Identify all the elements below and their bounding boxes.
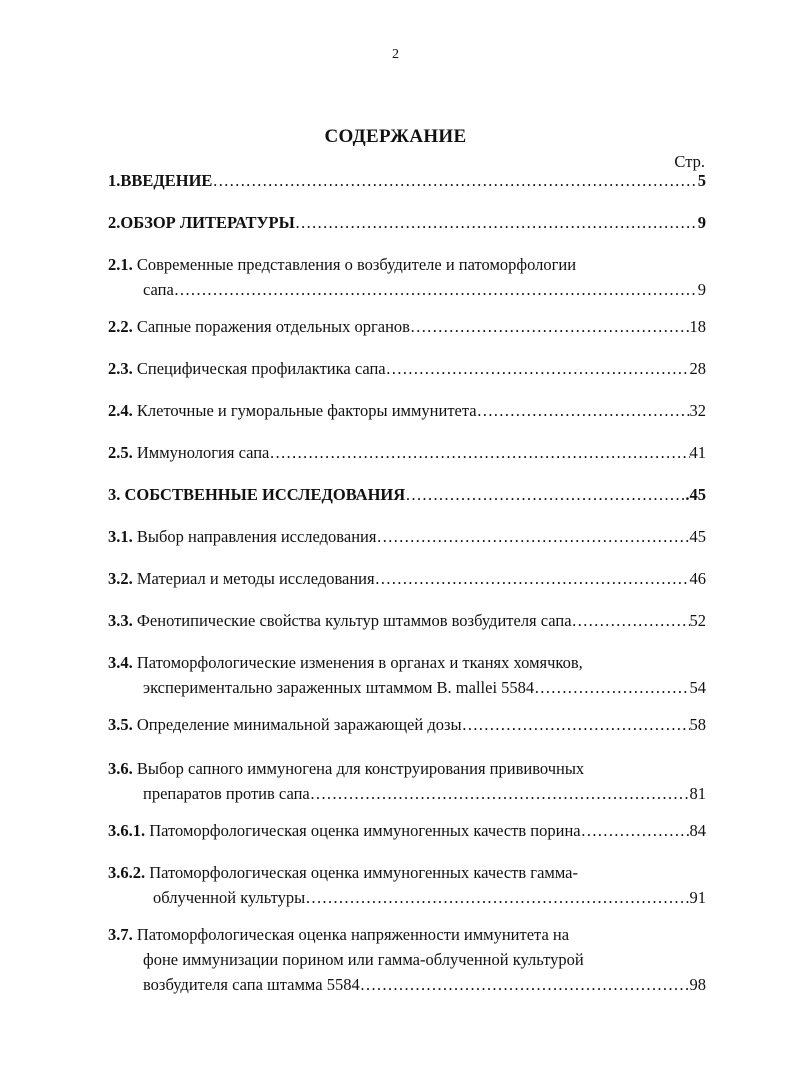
toc-entry-3-6[interactable] — [108, 756, 706, 806]
toc-entry-number: 3.5. — [108, 715, 133, 734]
toc-leader-dots — [360, 972, 690, 997]
toc-entry-page: 58 — [689, 715, 706, 734]
toc-entry-page: 18 — [689, 317, 706, 336]
toc-entry-title: Сапные поражения отдельных органов — [136, 317, 410, 336]
toc-entry-number: 2.3. — [108, 359, 133, 378]
toc-entry-title: Клеточные и гуморальные факторы иммунитета — [136, 401, 477, 420]
toc-leader-dots — [376, 524, 689, 549]
toc-entry-page: 54 — [689, 678, 706, 697]
toc-entry-3-2[interactable] — [108, 566, 706, 591]
toc-entry-page: 46 — [689, 569, 706, 588]
toc-entry-title: 2.ОБЗОР ЛИТЕРАТУРЫ — [108, 213, 295, 232]
toc-entry-title-cont: экспериментально зараженных штаммом B. mallei 5584 — [143, 678, 535, 697]
toc-leader-dots — [375, 566, 690, 591]
toc-entry-2-2[interactable] — [108, 314, 706, 339]
toc-leader-dots — [305, 885, 689, 910]
toc-entry-page: .45 — [685, 485, 706, 504]
toc-entry-page: 9 — [697, 280, 706, 299]
toc-entry-3-6-1[interactable] — [108, 818, 706, 843]
toc-entry-3-6-2[interactable] — [108, 860, 706, 910]
toc-entry-title: Патоморфологическая оценка напряженности иммунитета на — [136, 925, 570, 944]
toc-entry-page: 91 — [689, 888, 706, 907]
toc-entry-title: Патоморфологическая оценка иммуногенных качеств гамма- — [149, 863, 578, 882]
toc-entry-page: 81 — [689, 784, 706, 803]
toc-leader-dots — [295, 210, 698, 235]
page-column-label: Стр. — [674, 152, 705, 171]
toc-leader-dots — [477, 398, 690, 423]
toc-entry-2-3[interactable] — [108, 356, 706, 381]
toc-entry-number: 2.4. — [108, 401, 133, 420]
toc-entry-own-research[interactable] — [108, 482, 706, 507]
toc-entry-title: Иммунология сапа — [136, 443, 270, 462]
toc-leader-dots — [581, 818, 690, 843]
toc-entry-3-5[interactable] — [108, 712, 706, 737]
toc-entry-title: 3. СОБСТВЕННЫЕ ИССЛЕДОВАНИЯ — [108, 485, 406, 504]
toc-entry-number: 3.6.1. — [108, 821, 146, 840]
toc-entry-title-cont: сапа — [143, 280, 174, 299]
toc-leader-dots — [212, 168, 697, 193]
toc-entry-page: 5 — [697, 171, 706, 190]
toc-entry-3-1[interactable] — [108, 524, 706, 549]
toc-entry-title: Специфическая профилактика сапа — [136, 359, 386, 378]
toc-entry-title: 1.ВВЕДЕНИЕ — [108, 171, 213, 190]
toc-leader-dots — [405, 482, 685, 507]
toc-leader-dots — [462, 712, 690, 737]
toc-leader-dots — [534, 675, 689, 700]
toc-leader-dots — [269, 440, 689, 465]
toc-entry-number: 3.2. — [108, 569, 133, 588]
toc-entry-page: 45 — [689, 527, 706, 546]
toc-entry-title: Современные представления о возбудителе и патоморфологии — [136, 255, 577, 274]
toc-entry-number: 2.1. — [108, 255, 133, 274]
toc-entry-number: 3.1. — [108, 527, 133, 546]
toc-entry-3-7[interactable] — [108, 922, 706, 997]
toc-entry-page: 9 — [697, 213, 706, 232]
toc-entry-page: 41 — [689, 443, 706, 462]
toc-entry-2-5[interactable] — [108, 440, 706, 465]
toc-entry-title: Определение минимальной заражающей дозы — [136, 715, 462, 734]
toc-entry-page: 98 — [689, 975, 706, 994]
toc-entry-title: Фенотипические свойства культур штаммов возбудителя сапа — [136, 611, 572, 630]
toc-entry-number: 2.2. — [108, 317, 133, 336]
toc-leader-dots — [386, 356, 690, 381]
toc-entry-number: 2.5. — [108, 443, 133, 462]
toc-entry-page: 84 — [689, 821, 706, 840]
toc-leader-dots — [174, 277, 698, 302]
toc-entry-number: 3.6.2. — [108, 863, 146, 882]
toc-leader-dots — [310, 781, 690, 806]
toc-entry-title-cont: фоне иммунизации порином или гамма-облученной культурой — [143, 950, 584, 969]
toc-entry-2-4[interactable] — [108, 398, 706, 423]
toc-entry-title: Выбор сапного иммуногена для конструирования прививочных — [136, 759, 585, 778]
toc-entry-number: 3.6. — [108, 759, 133, 778]
toc-entry-title: Патоморфологические изменения в органах и тканях хомячков, — [136, 653, 583, 672]
toc-leader-dots — [410, 314, 690, 339]
toc-entry-introduction[interactable] — [108, 168, 706, 193]
toc-entry-3-3[interactable] — [108, 608, 706, 633]
toc-entry-3-4[interactable] — [108, 650, 706, 700]
toc-leader-dots — [572, 608, 690, 633]
toc-entry-title-cont: возбудителя сапа штамма 5584 — [143, 975, 360, 994]
toc-entry-title-cont: облученной культуры — [153, 888, 306, 907]
toc-entry-title: Патоморфологическая оценка иммуногенных качеств порина — [149, 821, 581, 840]
toc-entry-title: Выбор направления исследования — [136, 527, 377, 546]
toc-entry-page: 52 — [689, 611, 706, 630]
toc-entry-title: Материал и методы исследования — [136, 569, 375, 588]
toc-entry-title-cont: препаратов против сапа — [143, 784, 310, 803]
page-title: СОДЕРЖАНИЕ — [324, 126, 467, 147]
toc-entry-page: 28 — [689, 359, 706, 378]
toc-entry-literature-review[interactable] — [108, 210, 706, 235]
toc-entry-number: 3.7. — [108, 925, 133, 944]
page-number: 2 — [392, 47, 399, 62]
toc-entry-number: 3.4. — [108, 653, 133, 672]
toc-entry-number: 3.3. — [108, 611, 133, 630]
toc-entry-2-1[interactable] — [108, 252, 706, 302]
toc-entry-page: 32 — [689, 401, 706, 420]
